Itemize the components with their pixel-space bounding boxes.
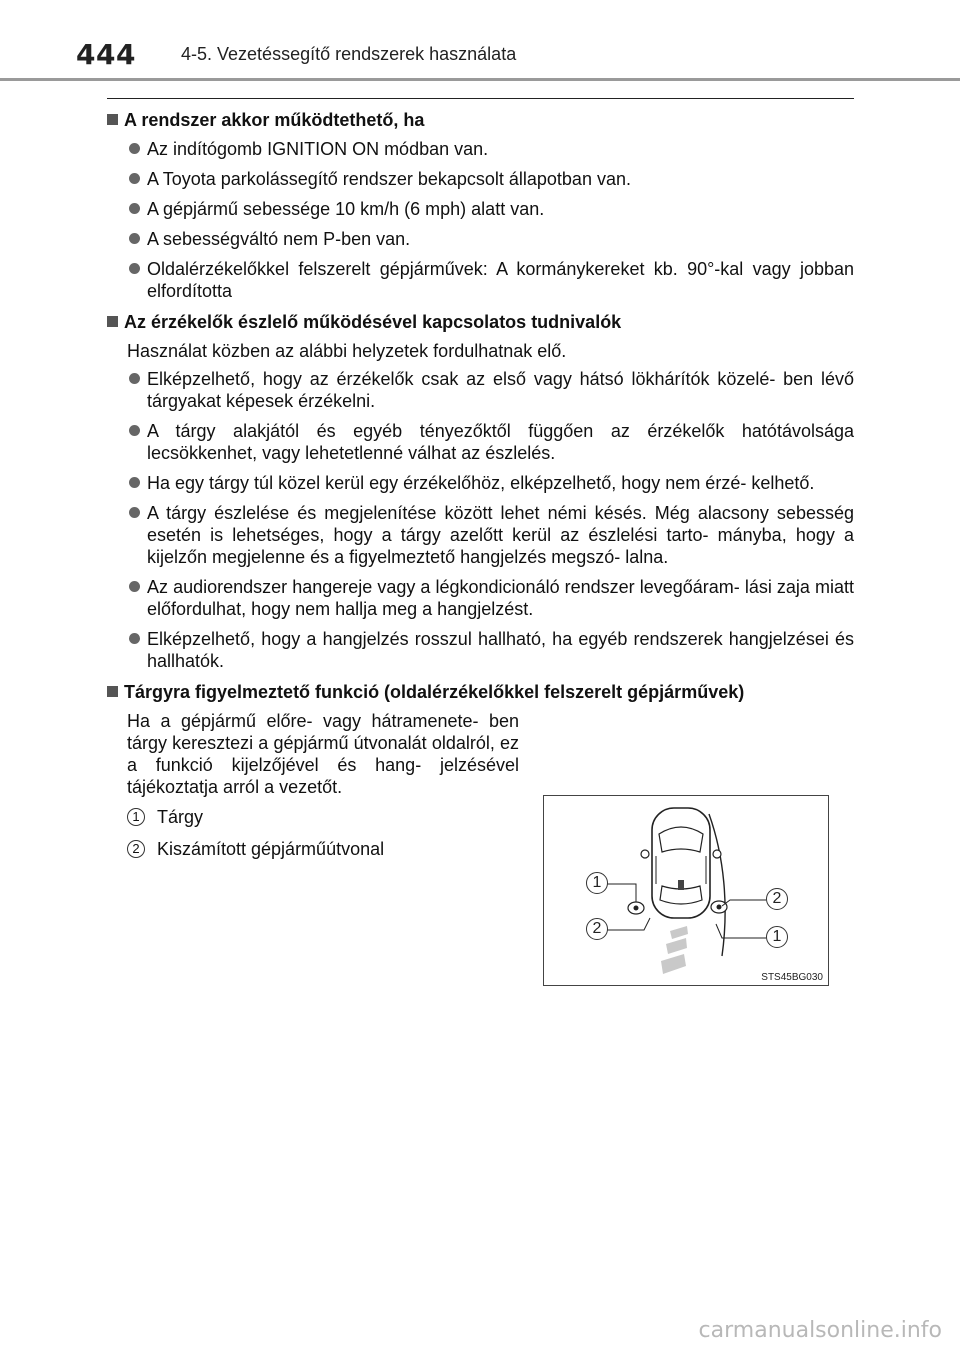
cross-traffic-illustration: [543, 795, 829, 986]
content-top-rule: [107, 98, 854, 99]
section-heading: Tárgyra figyelmeztető funkció (oldalérzékelőkkel felszerelt gépjárművek): [107, 680, 854, 704]
legend-number: 2: [127, 840, 145, 858]
header-divider: [0, 78, 960, 81]
list-item: A sebességváltó nem P-ben van.: [107, 228, 854, 250]
list-item: A tárgy alakjától és egyéb tényezőktől függően az érzékelők hatótávolsága lecsökkenhet, vagy lehetetlenné válhat az észlelés.: [107, 420, 854, 464]
callout-number: 1: [586, 872, 608, 894]
figure-legend: [127, 806, 519, 860]
square-bullet-icon: [107, 114, 118, 125]
section-intro: Használat közben az alábbi helyzetek fordulhatnak elő.: [127, 341, 567, 361]
path-line-icon: [709, 814, 725, 956]
round-bullet-icon: [129, 173, 140, 184]
car-diagram: [544, 796, 828, 985]
list-item: Elképzelhető, hogy az érzékelők csak az első vagy hátsó lökhárítók közelé- ben lévő tárgyakat képesek érzékelni.: [107, 368, 854, 412]
legend-label: Tárgy: [157, 807, 204, 827]
list-item: A gépjármű sebessége 10 km/h (6 mph) alatt van.: [107, 198, 854, 220]
list-item: Oldalérzékelőkkel felszerelt gépjárművek: A kormánykereket kb. 90°-kal vagy jobban elfordította: [107, 258, 854, 302]
round-bullet-icon: [129, 477, 140, 488]
windshield-icon: [659, 827, 703, 852]
object-left-icon: [628, 902, 644, 914]
section-heading: A rendszer akkor működtethető, ha: [107, 108, 854, 132]
round-bullet-icon: [129, 143, 140, 154]
bullet-list: [107, 138, 854, 302]
list-item: Az audiorendszer hangereje vagy a légkondicionáló rendszer levegőáram- lási zaja miatt előfordulhat, hogy nem hallja meg a hangjelzést.: [107, 576, 854, 620]
backing-direction-arrow-icon: [661, 926, 688, 974]
legend-item: [127, 838, 519, 860]
bullet-list: [107, 368, 854, 672]
section-description: Ha a gépjármű előre- vagy hátramenete- ben tárgy keresztezi a gépjármű útvonalát oldalról, ez a funkció kijelzőjével és hang- jelzésével tájékoztatja arról a vezetőt. 1 Tárgy 2 Kiszámított gépjárműútvonal: [127, 711, 519, 859]
round-bullet-icon: [129, 507, 140, 518]
page-number: 444: [76, 38, 136, 71]
list-item: Ha egy tárgy túl közel kerül egy érzékelőhöz, elképzelhető, hogy nem érzé- kelhető.: [107, 472, 854, 494]
page-content: [107, 108, 854, 870]
round-bullet-icon: [129, 203, 140, 214]
list-item: Elképzelhető, hogy a hangjelzés rosszul hallható, ha egyéb rendszerek hangjelzései és hallhatók.: [107, 628, 854, 672]
legend-number: 1: [127, 808, 145, 826]
round-bullet-icon: [129, 425, 140, 436]
watermark: carmanualsonline.info: [698, 1318, 942, 1343]
figure-code: STS45BG030: [761, 972, 823, 983]
callout-number: 2: [586, 918, 608, 940]
round-bullet-icon: [129, 263, 140, 274]
page-header: [0, 0, 960, 80]
section-heading: Az érzékelők észlelő működésével kapcsolatos tudnivalók: [107, 310, 854, 334]
legend-item: [127, 806, 519, 828]
chapter-title: 4-5. Vezetéssegítő rendszerek használata: [181, 44, 517, 64]
round-bullet-icon: [129, 633, 140, 644]
list-item: Az indítógomb IGNITION ON módban van.: [107, 138, 854, 160]
list-item: A tárgy észlelése és megjelenítése között lehet némi késés. Még alacsony sebesség esetén is lehetséges, hogy a tárgy azelőtt kerül az észlelési tarto- mányba, hogy a kijelzőn megjelenne és a figyelmeztető hangjelzés megszó- lalna.: [107, 502, 854, 568]
round-bullet-icon: [129, 373, 140, 384]
square-bullet-icon: [107, 686, 118, 697]
round-bullet-icon: [129, 233, 140, 244]
square-bullet-icon: [107, 316, 118, 327]
callout-number: 1: [766, 926, 788, 948]
round-bullet-icon: [129, 581, 140, 592]
legend-label: Kiszámított gépjárműútvonal: [157, 839, 385, 859]
callout-number: 2: [766, 888, 788, 910]
list-item: A Toyota parkolássegítő rendszer bekapcsolt állapotban van.: [107, 168, 854, 190]
object-right-icon: [711, 901, 727, 913]
